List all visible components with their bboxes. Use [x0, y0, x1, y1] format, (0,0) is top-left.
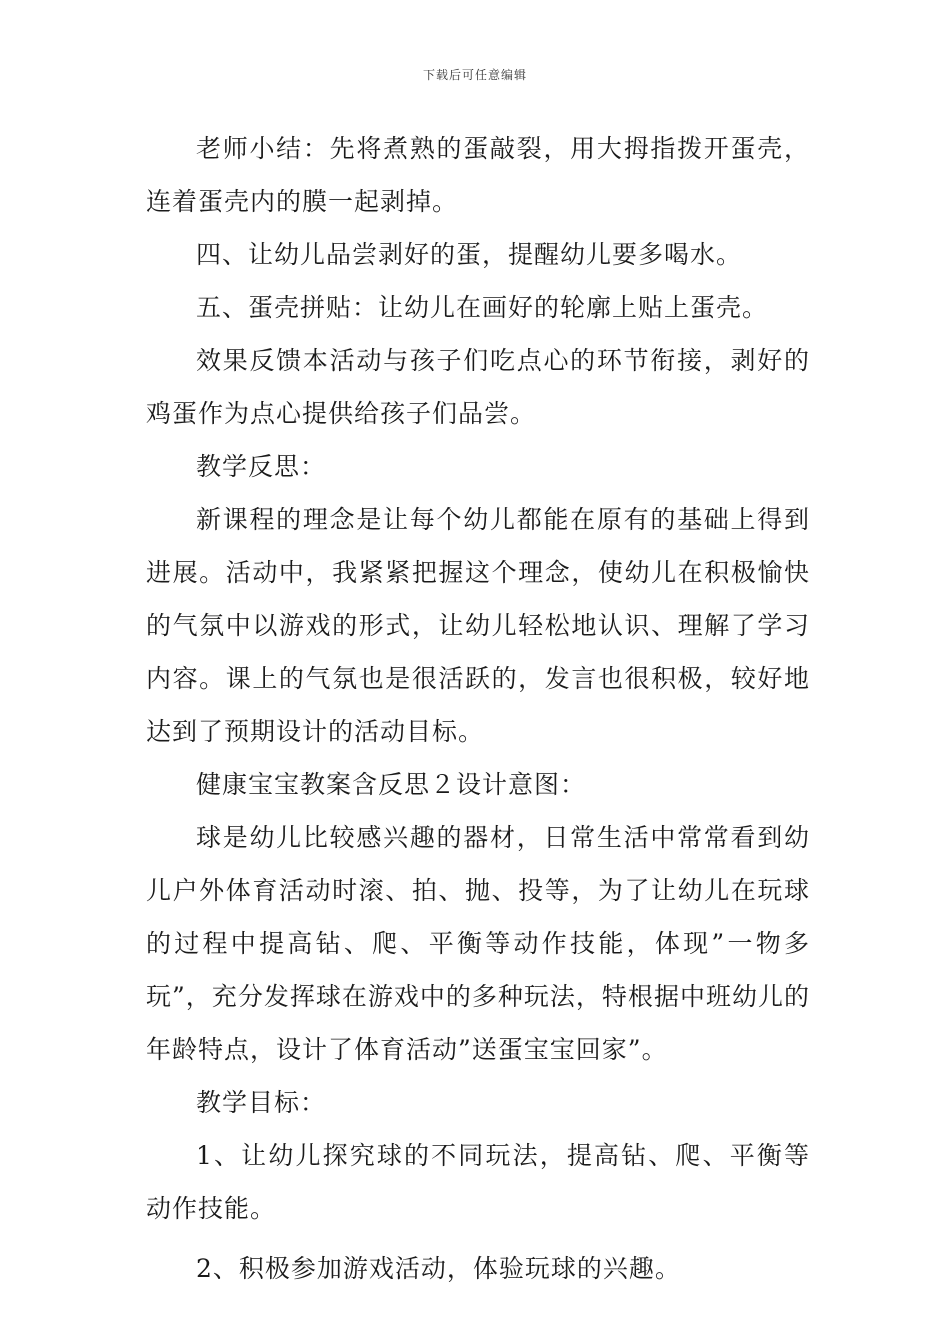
heading-teaching-goals: 教学目标： — [196, 1088, 327, 1117]
paragraph-goal-one: 1、让幼儿探究球的不同玩法，提高钻、爬、平衡等动作技能。 — [146, 1141, 810, 1223]
paragraph-goal-two: 2、积极参加游戏活动，体验玩球的兴趣。 — [196, 1254, 681, 1283]
heading-design-intent: 健康宝宝教案含反思２设计意图： — [196, 770, 587, 799]
document-body — [146, 122, 810, 1295]
heading-teaching-reflection: 教学反思： — [196, 452, 327, 481]
page-header: 下载后可任意编辑 — [422, 68, 527, 82]
paragraph-reflection: 新课程的理念是让每个幼儿都能在原有的基础上得到进展。活动中，我紧紧把握这个理念，使幼儿在积极愉快的气氛中以游戏的形式，让幼儿轻松地认识、理解了学习内容。课上的气氛也是很活跃的，发言也很积极，较好地达到了预期设计的活动目标。 — [146, 505, 810, 746]
paragraph-feedback: 效果反馈本活动与孩子们吃点心的环节衔接，剥好的鸡蛋作为点心提供给孩子们品尝。 — [146, 346, 810, 428]
paragraph-design-intent: 球是幼儿比较感兴趣的器材，日常生活中常常看到幼儿户外体育活动时滚、拍、抛、投等，为了让幼儿在玩球的过程中提高钻、爬、平衡等动作技能，体现”一物多玩”，充分发挥球在游戏中的多种玩法，特根据中班幼儿的年龄特点，设计了体育活动”送蛋宝宝回家”。 — [146, 823, 810, 1064]
paragraph-teacher-summary: 老师小结：先将煮熟的蛋敲裂，用大拇指拨开蛋壳，连着蛋壳内的膜一起剥掉。 — [146, 134, 810, 216]
paragraph-step-five: 五、蛋壳拼贴：让幼儿在画好的轮廓上贴上蛋壳。 — [196, 293, 769, 322]
paragraph-step-four: 四、让幼儿品尝剥好的蛋，提醒幼儿要多喝水。 — [196, 240, 743, 269]
